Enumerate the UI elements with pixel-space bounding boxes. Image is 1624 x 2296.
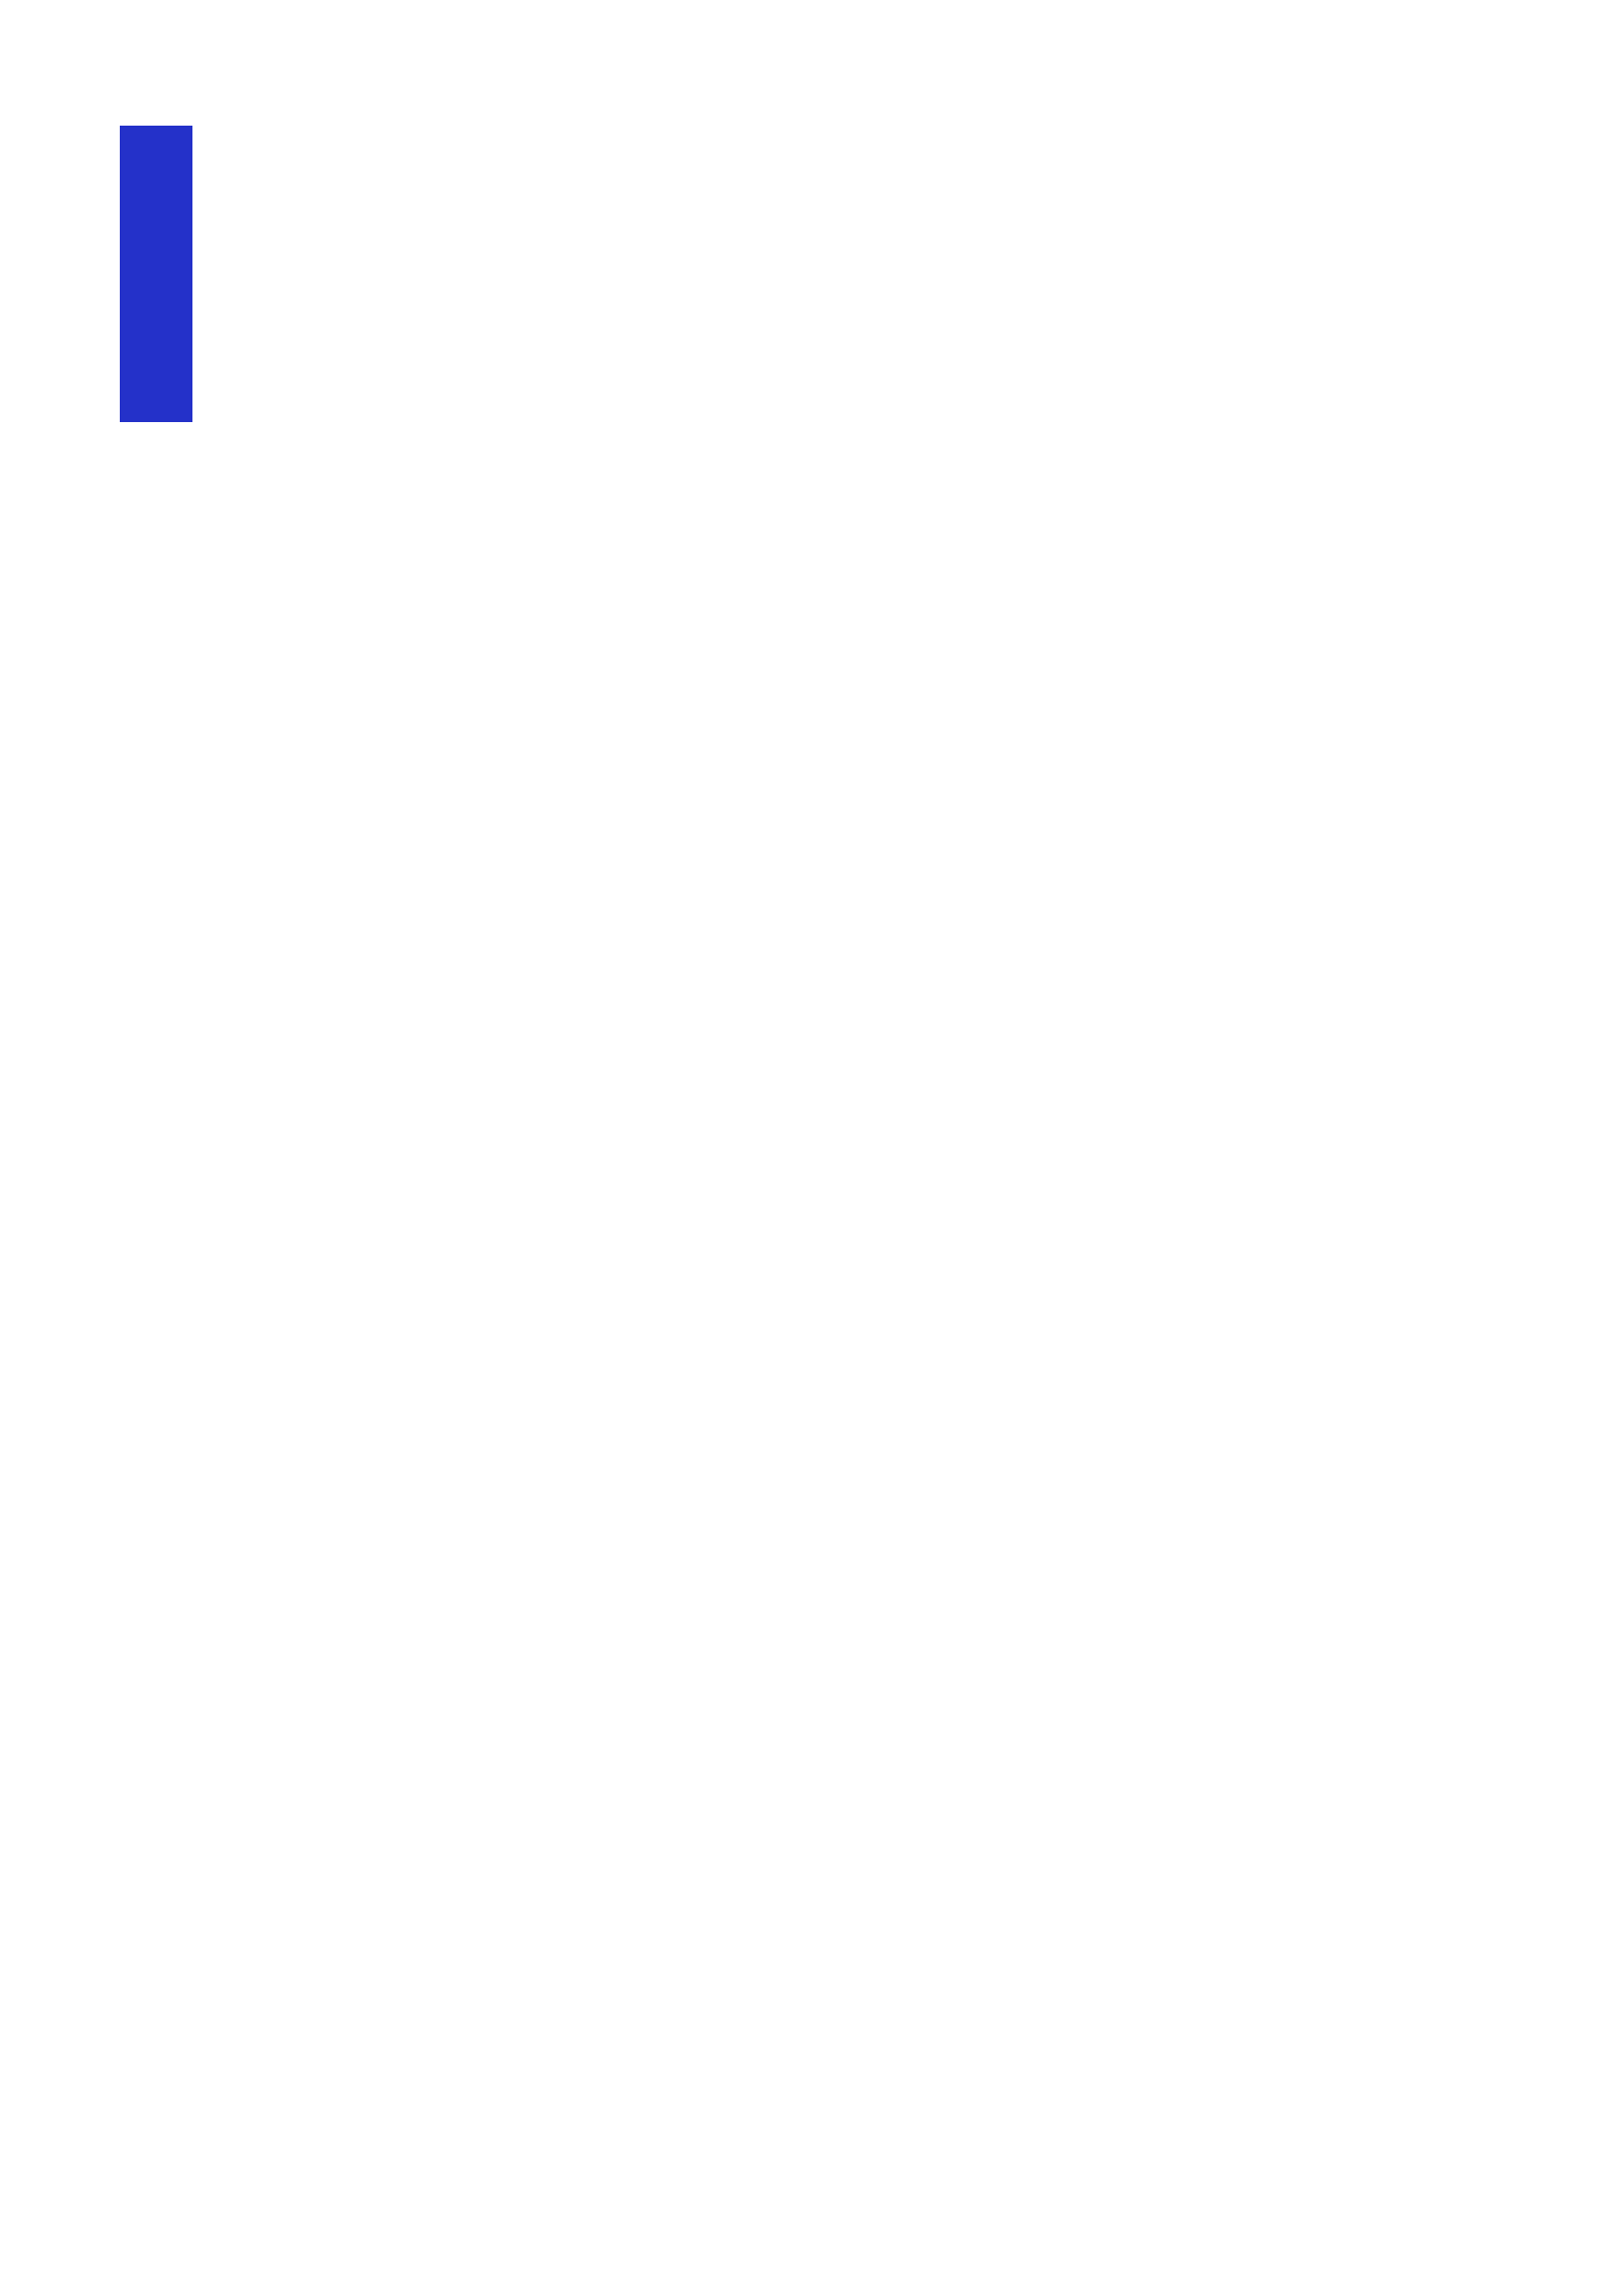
- article-column-right: [865, 481, 1435, 2070]
- article-column-left: [160, 481, 788, 2070]
- section-band: [120, 126, 192, 422]
